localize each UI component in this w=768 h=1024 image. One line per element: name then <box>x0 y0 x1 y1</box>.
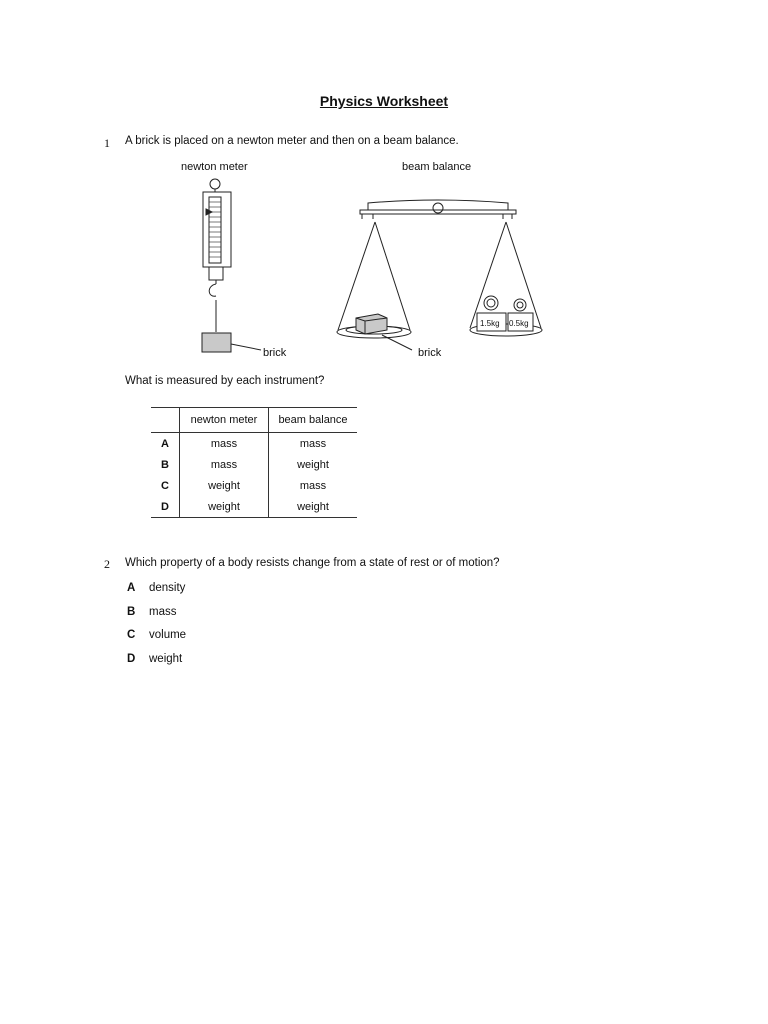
row-beam-balance: mass <box>299 479 327 492</box>
weight-label-1: 1.5kg <box>480 319 500 328</box>
table-row <box>151 496 357 518</box>
row-beam-balance: mass <box>299 437 327 450</box>
option-letter: A <box>127 582 136 594</box>
question-1-figure <box>0 0 768 380</box>
option-text: density <box>149 582 186 594</box>
answer-table <box>151 407 357 518</box>
option-text: weight <box>149 652 183 665</box>
table-row <box>151 475 357 496</box>
beam-balance-label: beam balance <box>402 161 472 173</box>
option-letter: D <box>127 652 136 665</box>
row-letter: D <box>151 496 180 518</box>
question-2-options <box>127 582 186 676</box>
option-letter: C <box>127 629 136 641</box>
option-text: volume <box>149 629 187 641</box>
answer-table-header <box>151 408 357 433</box>
brick-label-right: brick <box>418 347 442 359</box>
brick-label-left: brick <box>263 347 287 359</box>
option-d <box>127 653 186 677</box>
row-letter: A <box>151 433 180 455</box>
header-newton-meter: newton meter <box>180 408 269 433</box>
row-beam-balance: weight <box>269 496 358 518</box>
row-newton-meter: mass <box>180 433 269 455</box>
row-newton-meter: mass <box>180 454 269 475</box>
row-newton-meter: weight <box>180 475 269 496</box>
row-letter: C <box>151 475 180 496</box>
newton-meter-drawing <box>202 179 261 352</box>
header-empty <box>151 408 180 433</box>
row-letter: B <box>151 454 180 475</box>
worksheet-title: Physics Worksheet <box>319 93 449 109</box>
option-text: mass <box>149 605 177 618</box>
question-2-number: 2 <box>104 557 110 571</box>
question-1-prompt: What is measured by each instrument? <box>125 375 325 387</box>
option-b <box>127 606 186 630</box>
question-1-text: A brick is placed on a newton meter and then on a beam balance. <box>125 135 459 147</box>
table-row <box>151 454 357 475</box>
weight-label-2: 0.5kg <box>509 319 529 328</box>
row-beam-balance: weight <box>297 458 329 471</box>
question-2-text: Which property of a body resists change from a state of rest or of motion? <box>125 557 500 569</box>
question-1-number: 1 <box>104 136 110 150</box>
option-a <box>127 582 186 606</box>
option-c <box>127 629 186 653</box>
row-newton-meter: weight <box>180 496 269 518</box>
header-beam-balance: beam balance <box>269 408 358 433</box>
table-row <box>151 433 357 455</box>
newton-meter-label: newton meter <box>181 161 248 173</box>
option-letter: B <box>127 605 136 618</box>
